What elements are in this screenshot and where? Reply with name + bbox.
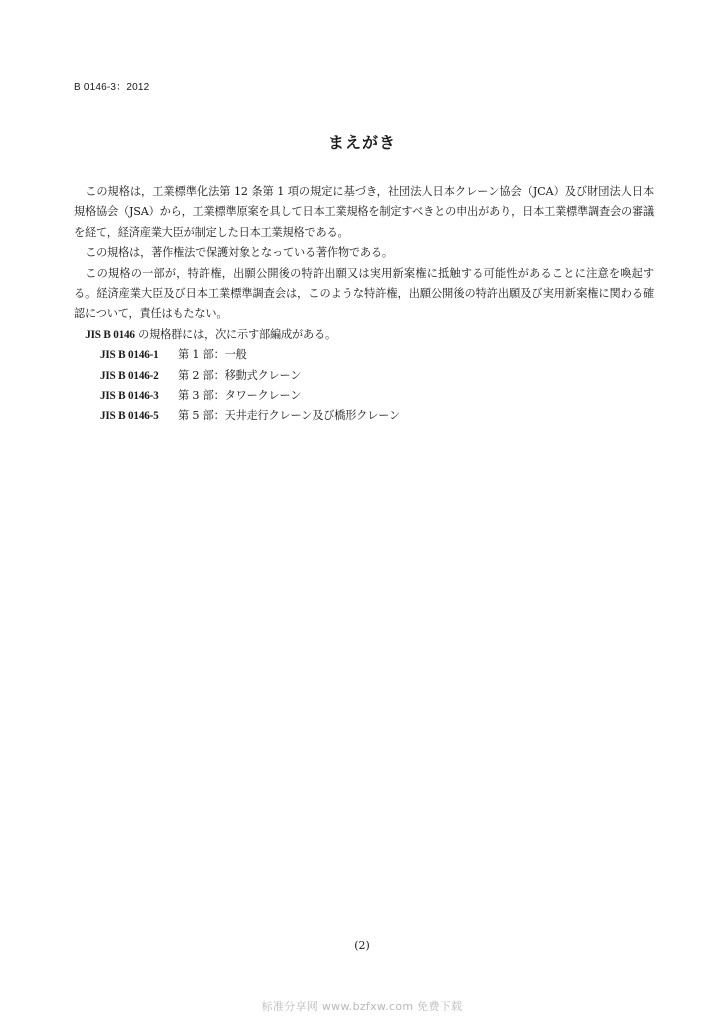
part-label: 第 5 部：天井走行クレーン及び橋形クレーン [178, 409, 400, 423]
part-code: JIS B 0146-2 [100, 369, 159, 382]
parts-list [74, 345, 654, 427]
list-item-part-2 [74, 366, 654, 386]
part-code: JIS B 0146-1 [100, 349, 159, 362]
page-title: まえがき [327, 133, 396, 152]
list-item-part-3 [74, 386, 654, 406]
parts-intro [74, 325, 654, 345]
parts-intro-text: の規格群には，次に示す部編成がある。 [134, 327, 336, 341]
foreword-body [74, 182, 654, 427]
part-label: 第 1 部：一般 [178, 348, 247, 362]
list-item-part-1 [74, 345, 654, 365]
part-label: 第 2 部：移動式クレーン [178, 368, 302, 382]
paragraph-enactment: この規格は，工業標準化法第 12 条第 1 項の規定に基づき，社団法人日本クレーン協会（JCA）及び財団法人日本規格協会（JSA）から，工業標準原案を具して日本工業規格を制定すべきとの申出があり，日本工業標準調査会の審議を経て，経済産業大臣が制定した日本工業規格である。 [74, 185, 654, 239]
parts-intro-code: JIS B 0146 [85, 328, 135, 341]
paragraph-patent-notice: この規格の一部が，特許権，出願公開後の特許出願又は実用新案権に抵触する可能性があることに注意を喚起する。経済産業大臣及び日本工業標準調査会は，このような特許権，出願公開後の特許出願及び実用新案権に関わる確認について，責任はもたない。 [74, 266, 654, 321]
part-label: 第 3 部：タワークレーン [178, 389, 302, 403]
part-code: JIS B 0146-3 [100, 390, 159, 403]
page-number: (2) [354, 939, 370, 952]
watermark-text: 标准分享网 www.bzfxw.com 免费下载 [261, 1000, 463, 1013]
list-item-part-5 [74, 406, 654, 426]
part-code: JIS B 0146-5 [100, 410, 159, 423]
paragraph-copyright: この規格は，著作権法で保護対象となっている著作物である。 [85, 246, 393, 260]
document-id: B 0146-3：2012 [74, 82, 150, 93]
